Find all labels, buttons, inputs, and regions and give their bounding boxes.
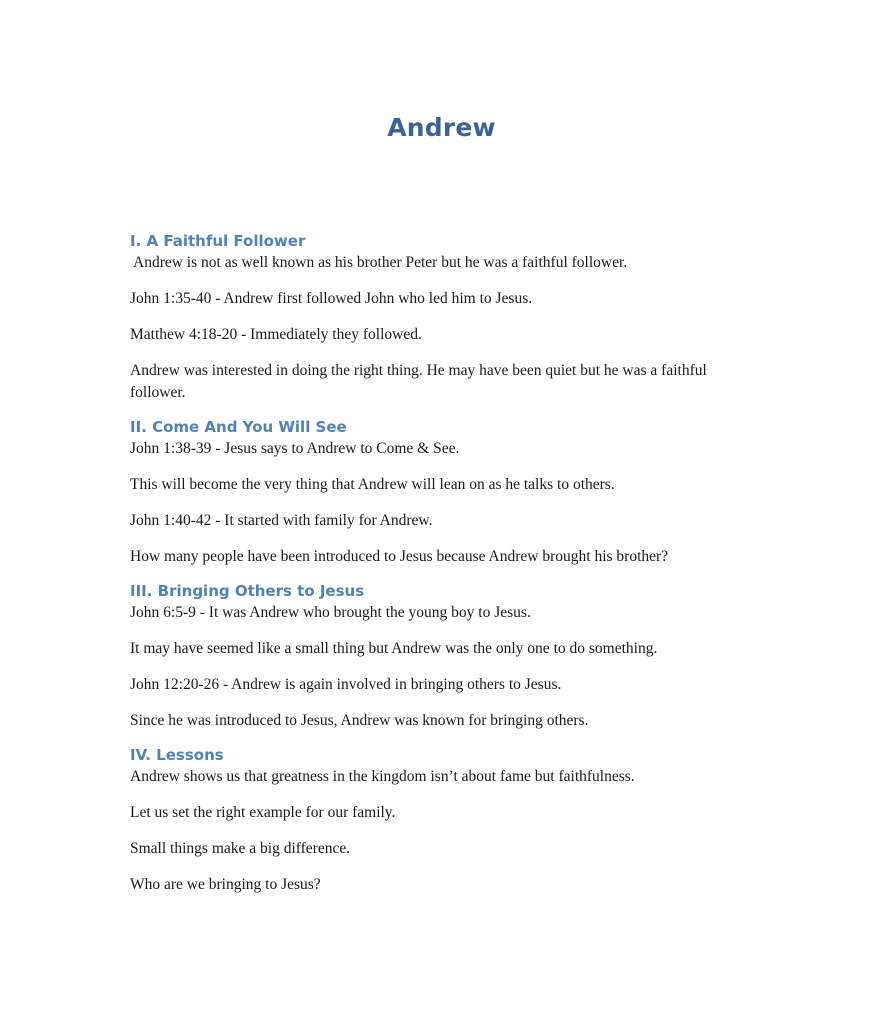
paragraph: Who are we bringing to Jesus? bbox=[130, 876, 321, 893]
paragraph: This will become the very thing that Andrew will lean on as he talks to others. bbox=[130, 476, 615, 493]
section-bringing-others bbox=[130, 580, 730, 732]
paragraph: How many people have been introduced to Jesus because Andrew brought his brother? bbox=[130, 548, 669, 565]
section-faithful-follower bbox=[130, 230, 730, 404]
paragraph: John 6:5-9 - It was Andrew who brought the young boy to Jesus. bbox=[130, 604, 531, 621]
paragraph: Andrew is not as well known as his brother Peter but he was a faithful follower. bbox=[133, 254, 628, 271]
section-lessons bbox=[130, 744, 730, 896]
section-heading: IV. Lessons bbox=[130, 746, 224, 764]
section-heading: III. Bringing Others to Jesus bbox=[130, 582, 365, 600]
paragraph: Small things make a big difference. bbox=[130, 840, 351, 857]
paragraph: It may have seemed like a small thing but Andrew was the only one to do something. bbox=[130, 640, 658, 657]
section-come-and-see bbox=[130, 416, 730, 568]
paragraph: Matthew 4:18-20 - Immediately they followed. bbox=[130, 326, 422, 343]
paragraph: John 1:35-40 - Andrew first followed John who led him to Jesus. bbox=[130, 290, 533, 307]
paragraph: John 12:20-26 - Andrew is again involved in bringing others to Jesus. bbox=[130, 676, 562, 693]
section-heading: II. Come And You Will See bbox=[130, 418, 347, 436]
paragraph: John 1:38-39 - Jesus says to Andrew to Come & See. bbox=[130, 440, 460, 457]
paragraph: Let us set the right example for our family. bbox=[130, 804, 396, 821]
paragraph: John 1:40-42 - It started with family for Andrew. bbox=[130, 512, 433, 529]
document-title: Andrew bbox=[387, 113, 496, 142]
paragraph: Andrew was interested in doing the right thing. He may have been quiet but he was a faithful follower. bbox=[130, 362, 707, 401]
paragraph: Andrew shows us that greatness in the kingdom isn’t about fame but faithfulness. bbox=[130, 768, 635, 785]
document-body bbox=[130, 230, 730, 908]
paragraph: Since he was introduced to Jesus, Andrew was known for bringing others. bbox=[130, 712, 589, 729]
section-heading: I. A Faithful Follower bbox=[130, 232, 306, 250]
